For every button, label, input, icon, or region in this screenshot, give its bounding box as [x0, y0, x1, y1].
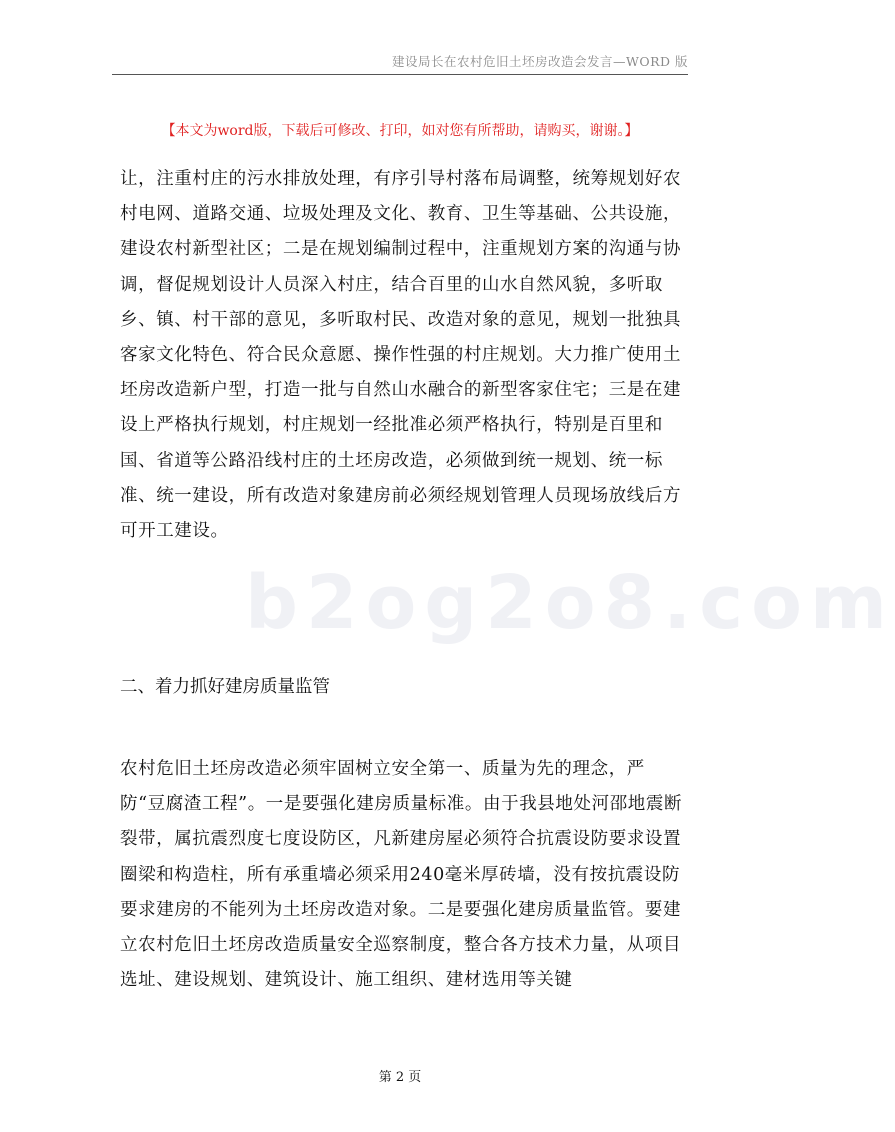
section-heading: 二、着力抓好建房质量监管 — [120, 677, 330, 697]
header-divider — [112, 74, 688, 75]
watermark-text: b2og2o8.com — [245, 560, 895, 646]
download-notice: 【本文为word版，下载后可修改、打印，如对您有所帮助，请购买，谢谢。】 — [161, 123, 639, 139]
document-header-title: 建设局长在农村危旧土坯房改造会发言—WORD 版 — [391, 54, 688, 69]
body-paragraph-1: 让，注重村庄的污水排放处理，有序引导村落布局调整，统筹规划好农村电网、道路交通、垃圾处理及文化、教育、卫生等基础、公共设施，建设农村新型社区；二是在规划编制过程中，注重规划方案的沟通与协调，督促规划设计人员深入村庄，结合百里的山水自然风貌，多听取乡、镇、村干部的意见，多听取村民、改造对象的意见，规划一批独具客家文化特色、符合民众意愿、操作性强的村庄规划。大力推广使用土坯房改造新户型，打造一批与自然山水融合的新型客家住宅；三是在建设上严格执行规划，村庄规划一经批准必须严格执行，特别是百里和国、省道等公路沿线村庄的土坯房改造，必须做到统一规划、统一标准、统一建设，所有改造对象建房前必须经规划管理人员现场放线后方可开工建设。 — [120, 169, 682, 542]
body-paragraph-2: 农村危旧土坯房改造必须牢固树立安全第一、质量为先的理念，严防“豆腐渣工程”。一是要强化建房质量标准。由于我县地处河邵地震断裂带，属抗震烈度七度设防区，凡新建房屋必须符合抗震设防要求设置圈梁和构造柱，所有承重墙必须采用240毫米厚砖墙，没有按抗震设防要求建房的不能列为土坯房改造对象。二是要强化建房质量监管。要建立农村危旧土坯房改造质量安全巡察制度，整合各方技术力量，从项目选址、建设规划、建筑设计、施工组织、建材选用等关键 — [120, 759, 683, 991]
page-number: 第 2 页 — [378, 1070, 422, 1085]
